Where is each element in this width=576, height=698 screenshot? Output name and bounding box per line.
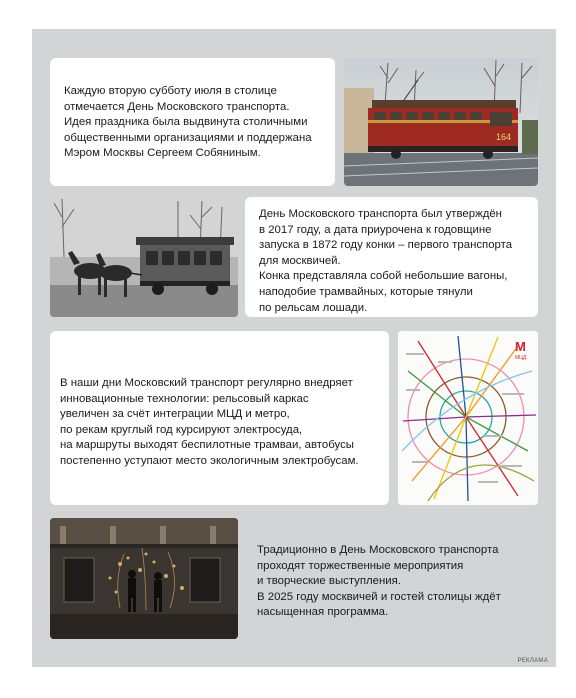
text-line: День Московского транспорта был утверждён — [259, 208, 502, 220]
tram-number: 164 — [496, 132, 512, 142]
text-line: в 2017 году, а дата приурочена к годовщине — [259, 223, 492, 236]
vintage-tram-photo — [344, 58, 538, 186]
text-card-transport-day — [50, 58, 335, 186]
text-line: Конка представляла собой небольшие вагоны, — [259, 270, 508, 283]
text-line: Традиционно в День Московского транспорта — [257, 544, 499, 556]
text-card-festival — [246, 518, 538, 639]
text-line: В наши дни Московский транспорт регулярно внедряет — [60, 377, 353, 389]
text-line: Идея праздника была выдвинута столичными — [64, 116, 308, 129]
horse-tram-photo — [50, 197, 238, 317]
text-line: на маршруты выходят беспилотные трамваи, автобусы — [60, 439, 354, 452]
text-line: Каждую вторую субботу июля в столице — [64, 85, 277, 97]
text-line: отмечается День Московского транспорта. — [64, 100, 290, 113]
text-line: запуска в 1872 году конки – первого транспорта — [259, 239, 513, 252]
text-line: инновационные технологии: рельсовый каркас — [60, 392, 309, 405]
text-card-horse-tram — [245, 197, 538, 317]
text-line: наподобие трамвайных, которые тянули — [259, 285, 473, 298]
festival-performance-photo — [50, 518, 238, 639]
text-line: проходят торжественные мероприятия — [257, 559, 464, 572]
advertisement-label: РЕКЛАМА — [517, 658, 548, 664]
text-line: насыщенная программа. — [257, 606, 389, 619]
text-line: общественными организациями и поддержана — [64, 131, 312, 144]
text-line: постепенно уступают место экологичным электробусам. — [60, 454, 359, 467]
text-line: по рекам круглый год курсируют электросуда, — [60, 423, 303, 436]
mcd-logo: МЦД — [515, 355, 527, 361]
text-line: увеличен за счёт интеграции МЦД и метро, — [60, 408, 290, 421]
text-line: для москвичей. — [259, 254, 341, 267]
text-line: Мэром Москвы Сергеем Собяниным. — [64, 147, 261, 160]
text-card-innovation — [50, 331, 389, 505]
metro-map-image — [398, 331, 538, 505]
metro-logo: М — [515, 339, 526, 354]
text-line: по рельсам лошади. — [259, 301, 368, 314]
text-line: В 2025 году москвичей и гостей столицы ждёт — [257, 590, 501, 603]
text-line: и творческие выступления. — [257, 575, 402, 588]
